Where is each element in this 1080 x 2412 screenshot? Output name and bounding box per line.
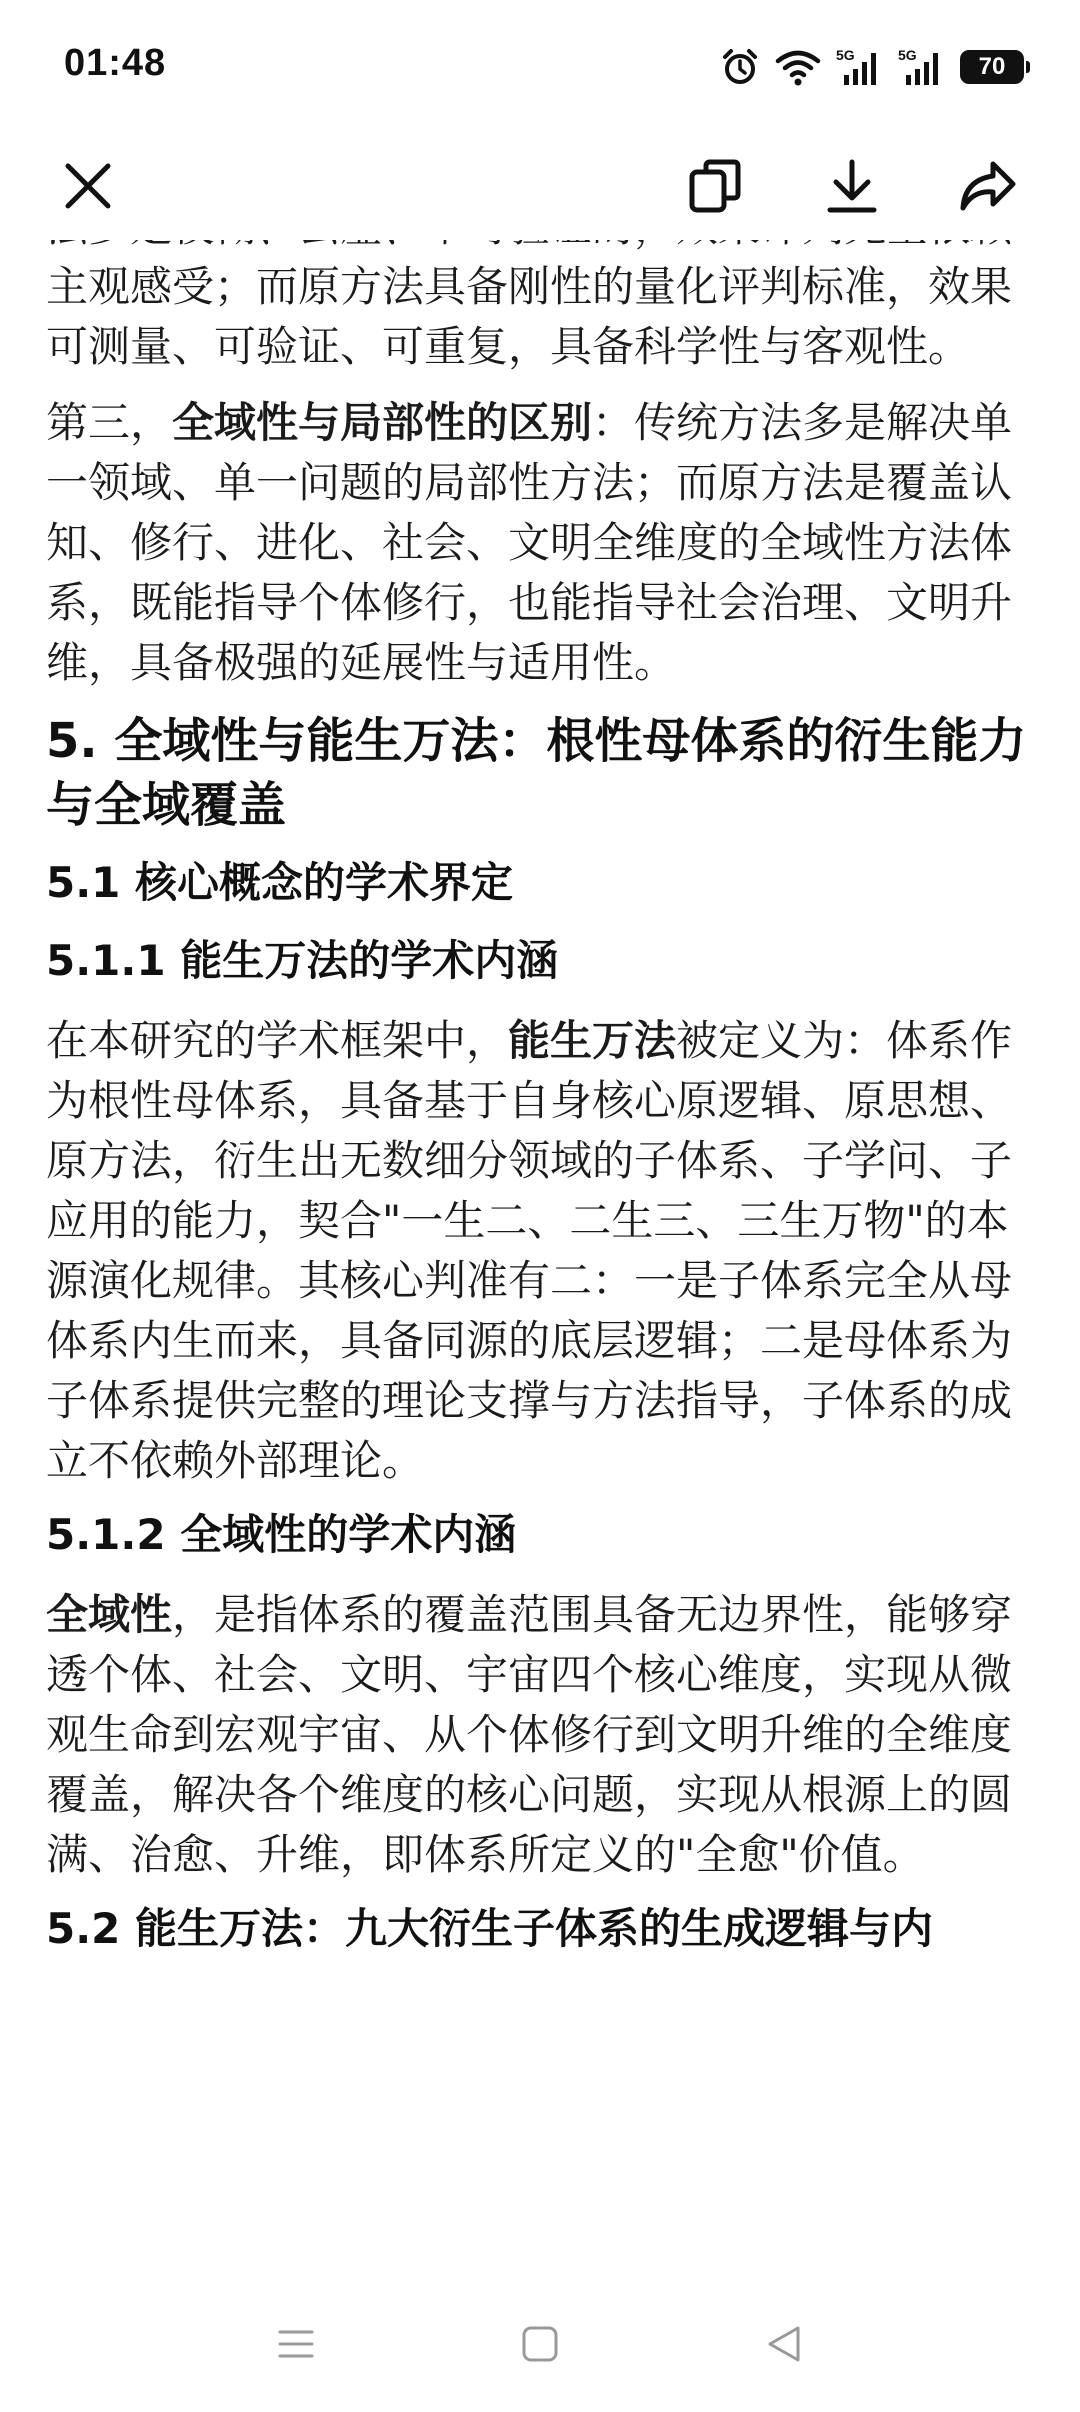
download-icon [822,156,882,216]
subsection-heading-5-1: 5.1 核心概念的学术界定 [46,858,514,907]
svg-text:5G: 5G [836,47,855,63]
system-nav-bar [0,2270,1080,2412]
subsection-heading-5-1-2: 5.1.2 全域性的学术内涵 [46,1510,517,1559]
5g-signal-icon [836,47,884,87]
alarm-icon [720,47,760,87]
status-bar [0,0,1080,120]
menu-button[interactable] [264,2312,328,2376]
share-button[interactable] [952,150,1024,222]
status-icons [720,44,1024,90]
bold-term: 全域性与局部性的区别 [172,398,593,447]
paragraph-nsw: 在本研究的学术框架中，能生万法被定义为：体系作为根性母体系，具备基于自身核心原逻辑、原思想、原方法，衍生出无数细分领域的子体系、子学问、子应用的能力，契合"一生二、二生三、三生万物"的本源演化规律。其核心判准有二：一是子体系完全从母体系内生而来，具备同源的底层逻辑；二是母体系为子体系提供完整的理论支撑与方法指导，子体系的成立不依赖外部理论。 [46,1016,1013,1485]
back-triangle-icon [762,2322,806,2366]
battery-indicator: 70 [960,50,1024,84]
download-button[interactable] [816,150,888,222]
home-square-icon [518,2322,562,2366]
top-toolbar [0,130,1080,240]
paragraph-qys: 全域性，是指体系的覆盖范围具备无边界性，能够穿透个体、社会、文明、宇宙四个核心维度，实现从微观生命到宏观宇宙、从个体修行到文明升维的全维度覆盖，解决各个维度的核心问题，实现从根源上的圆满、治愈、升维，即体系所定义的"全愈"价值。 [46,1590,1013,1879]
article-content [46,225,1036,2270]
svg-text:5G: 5G [898,47,917,63]
wifi-icon [774,47,822,87]
subsection-heading-5-1-1: 5.1.1 能生万法的学术内涵 [46,936,559,985]
section-heading-5: 5. 全域性与能生万法：根性母体系的衍生能力与全域覆盖 [46,713,1027,833]
copy-icon [686,156,746,216]
paragraph-third: 第三，全域性与局部性的区别：传统方法多是解决单一领域、单一问题的局部性方法；而原方法是覆盖认知、修行、进化、社会、文明全维度的全域性方法体系，既能指导个体修行，也能指导社会治理、文明升维，具备极强的延展性与适用性。 [46,398,1013,687]
status-time: 01:48 [64,42,167,84]
bold-term: 全域性 [46,1590,173,1639]
menu-icon [274,2322,318,2366]
5g-signal-icon [898,47,946,87]
close-icon [60,158,116,214]
close-button[interactable] [52,150,124,222]
paragraph-cutoff: 主观感受；而原方法具备刚性的量化评判标准，效果可测量、可验证、可重复，具备科学性与客观性。 [46,262,1013,371]
home-button[interactable] [508,2312,572,2376]
share-icon [957,156,1019,216]
copy-button[interactable] [680,150,752,222]
subsection-heading-5-2: 5.2 能生万法：九大衍生子体系的生成逻辑与内 [46,1904,934,1953]
bold-term: 能生万法 [508,1016,677,1065]
back-button[interactable] [752,2312,816,2376]
